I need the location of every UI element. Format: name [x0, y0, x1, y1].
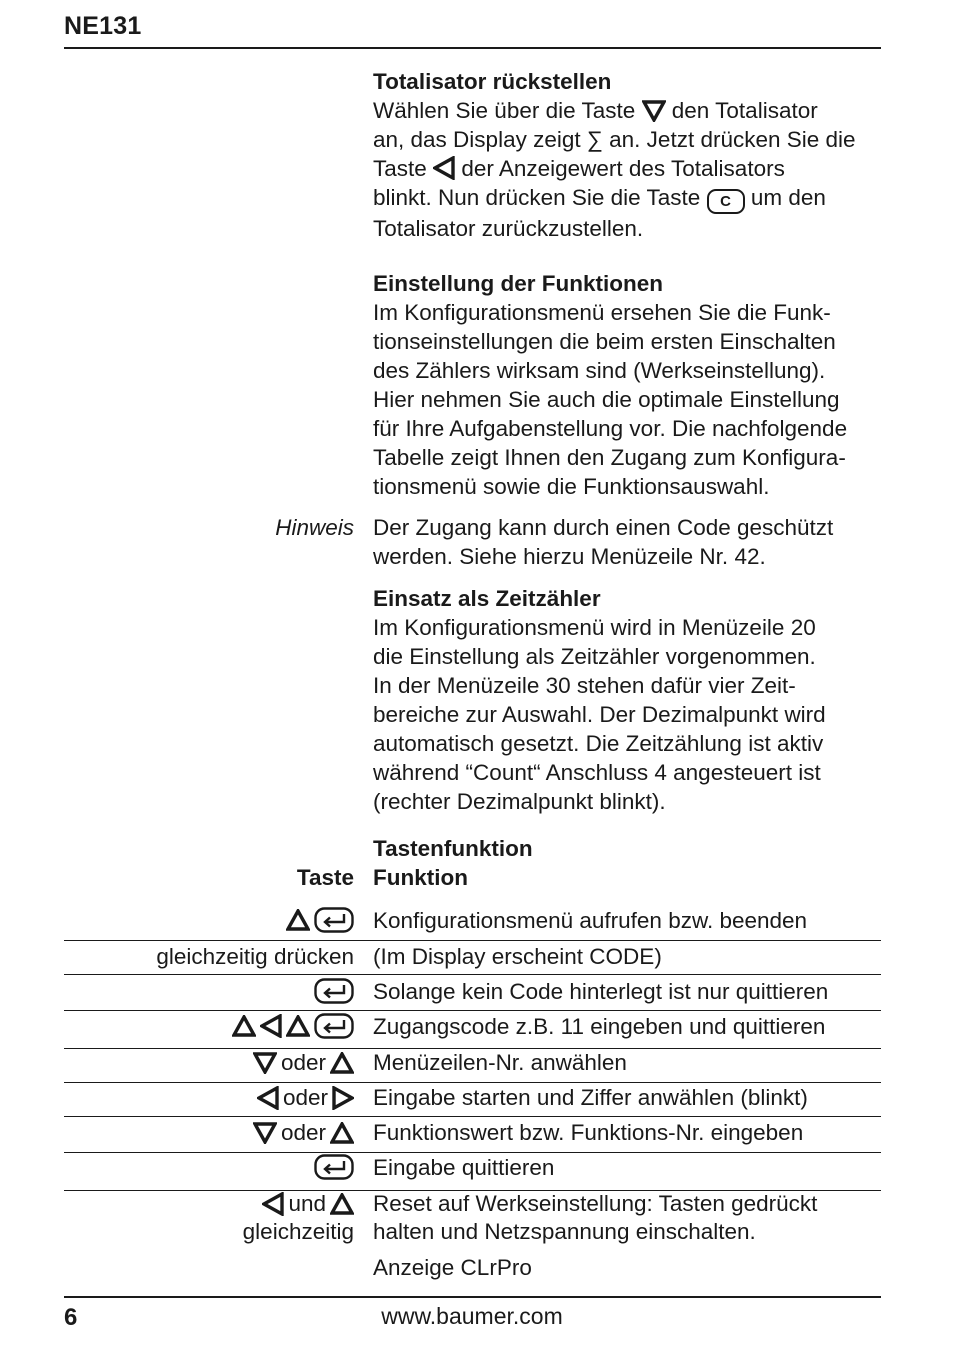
key-combo [253, 1119, 354, 1147]
up-key-icon [330, 1193, 354, 1215]
paragraph-line: die Einstellung als Zeitzähler vorgenommen. [373, 644, 816, 669]
section-timer-mode [373, 584, 883, 816]
connector-text: oder [280, 1120, 326, 1145]
footer-rule [64, 1296, 881, 1298]
function-text: Zugangscode z.B. 11 eingeben und quittieren [373, 1014, 826, 1039]
paragraph-line: In der Menüzeile 30 stehen dafür vier Zeit- [373, 673, 796, 698]
paragraph-line: werden. Siehe hierzu Menüzeile Nr. 42. [373, 544, 766, 569]
left-key-icon [433, 156, 455, 180]
connector-text: oder [282, 1085, 328, 1110]
text-fragment: blinkt. Nun drücken Sie die Taste [373, 185, 701, 210]
key-combo [314, 1154, 354, 1180]
enter-key-icon [314, 1154, 354, 1180]
connector-text: und [288, 1191, 326, 1216]
function-text: Eingabe starten und Ziffer anwählen (blinkt) [373, 1085, 808, 1110]
down-key-icon [642, 100, 666, 122]
function-text: (Im Display erscheint CODE) [373, 944, 662, 969]
header-rule [64, 47, 881, 49]
down-key-icon [253, 1122, 277, 1144]
function-text: halten und Netzspannung einschalten. [373, 1219, 756, 1244]
left-key-icon [257, 1086, 279, 1110]
key-combo-line [262, 1190, 354, 1218]
up-key-icon [330, 1052, 354, 1074]
up-key-icon [330, 1122, 354, 1144]
key-combo [253, 1049, 354, 1077]
paragraph-line: Tabelle zeigt Ihnen den Zugang zum Konfigura- [373, 445, 846, 470]
paragraph-line: Der Zugang kann durch einen Code geschützt [373, 515, 834, 540]
display-message: Anzeige CLrPro [373, 1255, 532, 1280]
function-text: Menüzeilen-Nr. anwählen [373, 1050, 627, 1075]
row-divider [64, 940, 881, 941]
key-combo [314, 978, 354, 1004]
text-fragment: den Totalisator [671, 98, 818, 123]
table-title: Tastenfunktion [373, 836, 533, 861]
function-text: Reset auf Werkseinstellung: Tasten gedrückt [373, 1191, 818, 1216]
function-text: Funktionswert bzw. Funktions-Nr. eingeben [373, 1120, 804, 1145]
enter-key-icon [314, 978, 354, 1004]
text-fragment: der Anzeigewert des Totalisators [461, 156, 785, 181]
paragraph-line: des Zählers wirksam sind (Werkseinstellung). [373, 358, 826, 383]
table-column-key: Taste [296, 865, 354, 890]
text-fragment: Taste [373, 156, 427, 181]
page-number: 6 [64, 1304, 78, 1331]
paragraph-line: tionseinstellungen die beim ersten Einschalten [373, 329, 836, 354]
text-fragment: um den [750, 185, 826, 210]
row-divider [64, 1116, 881, 1117]
table-column-function: Funktion [373, 865, 468, 890]
connector-text: oder [280, 1050, 326, 1075]
paragraph-line: während “Count“ Anschluss 4 angesteuert ist [373, 760, 821, 785]
paragraph-line: tionsmenü sowie die Funktionsauswahl. [373, 474, 770, 499]
paragraph-line: (rechter Dezimalpunkt blinkt). [373, 789, 666, 814]
row-divider [64, 1152, 881, 1153]
paragraph-line: Im Konfigurationsmenü wird in Menüzeile 20 [373, 615, 816, 640]
paragraph-line [373, 96, 883, 125]
right-key-icon [332, 1086, 354, 1110]
left-key-icon [262, 1192, 284, 1216]
note-label: Hinweis [275, 515, 354, 540]
left-key-icon [260, 1014, 282, 1038]
up-key-icon [232, 1015, 256, 1037]
key-combo [286, 907, 354, 933]
text-fragment: Wählen Sie über die Taste [373, 98, 636, 123]
function-text-block [373, 1190, 883, 1282]
paragraph-line: Totalisator zurückzustellen. [373, 216, 644, 241]
up-key-icon [286, 1015, 310, 1037]
function-text: Solange kein Code hinterlegt ist nur quittieren [373, 979, 829, 1004]
function-text: Eingabe quittieren [373, 1155, 555, 1180]
section-note [373, 513, 883, 571]
paragraph-line: an, das Display zeigt ∑ an. Jetzt drücken Sie die [373, 127, 856, 152]
section-function-settings [373, 269, 883, 501]
function-text: Konfigurationsmenü aufrufen bzw. beenden [373, 908, 808, 933]
section-heading: Einsatz als Zeitzähler [373, 586, 601, 611]
section-totalizer-reset [373, 67, 883, 243]
paragraph-line: bereiche zur Auswahl. Der Dezimalpunkt wird [373, 702, 826, 727]
up-key-icon [286, 909, 310, 931]
row-divider [64, 974, 881, 975]
section-heading: Totalisator rückstellen [373, 69, 612, 94]
row-divider [64, 1082, 881, 1083]
paragraph-line: Hier nehmen Sie auch die optimale Einstellung [373, 387, 840, 412]
key-combo [232, 1013, 354, 1039]
down-key-icon [253, 1052, 277, 1074]
key-combo [257, 1084, 354, 1112]
key-text: gleichzeitig drücken [156, 944, 354, 969]
paragraph-line: Im Konfigurationsmenü ersehen Sie die Funk- [373, 300, 831, 325]
enter-key-icon [314, 907, 354, 933]
row-divider [64, 1010, 881, 1011]
document-title: NE131 [64, 12, 142, 40]
paragraph-line: automatisch gesetzt. Die Zeitzählung ist aktiv [373, 731, 824, 756]
section-heading: Einstellung der Funktionen [373, 271, 664, 296]
footer-url: www.baumer.com [381, 1303, 563, 1329]
key-text: gleichzeitig [242, 1219, 354, 1244]
c-key-icon: C [707, 189, 745, 214]
paragraph-line [373, 154, 883, 183]
paragraph-line: für Ihre Aufgabenstellung vor. Die nachfolgende [373, 416, 848, 441]
enter-key-icon [314, 1013, 354, 1039]
key-combo [243, 1190, 354, 1246]
paragraph-line [373, 183, 883, 214]
